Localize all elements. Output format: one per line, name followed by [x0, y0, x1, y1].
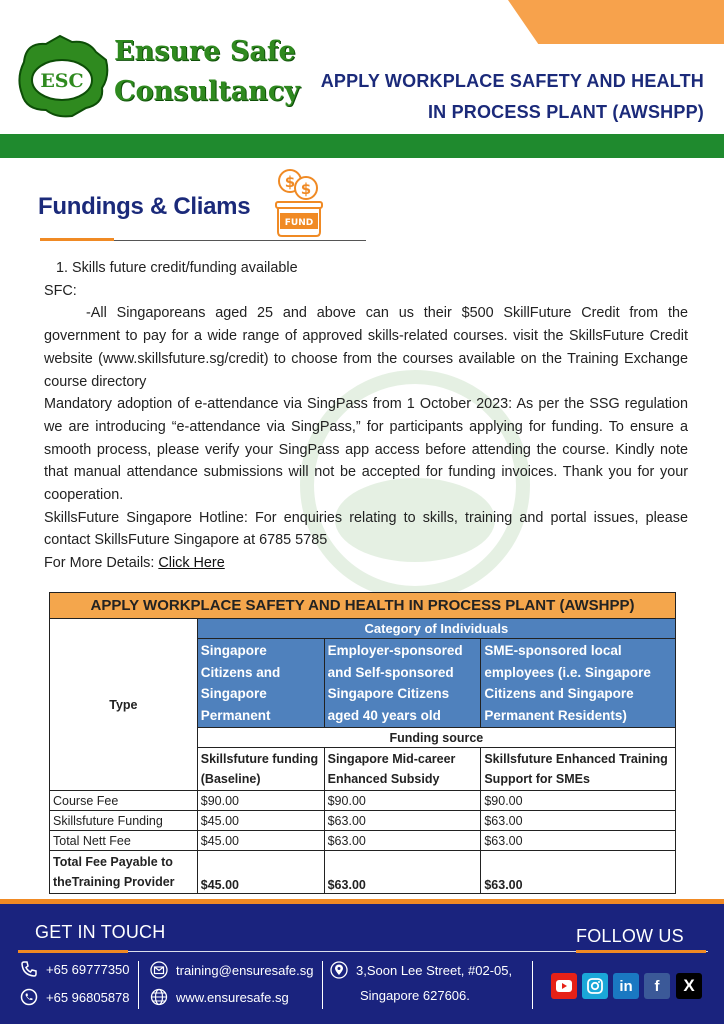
phone-2-text: +65 96805878 — [46, 989, 130, 1005]
footer-divider-accent-left — [18, 950, 128, 953]
esc-logo-icon — [16, 32, 112, 118]
row-value: $63.00 — [481, 811, 676, 831]
address-line2: Singapore 627606. — [360, 988, 470, 1003]
linkedin-icon[interactable]: in — [613, 973, 639, 999]
svg-text:$: $ — [284, 173, 296, 191]
phone-1[interactable] — [20, 960, 130, 978]
page-title-line1: APPLY WORKPLACE SAFETY AND HEALTH — [320, 71, 704, 91]
x-twitter-icon[interactable]: X — [676, 973, 702, 999]
brand-name-line2: Consultancy — [114, 76, 300, 107]
footer-separator — [532, 961, 533, 1009]
row-value: $63.00 — [481, 831, 676, 851]
section-title: Fundings & Cliams — [38, 193, 251, 220]
funding-source-cell: Skillsfuture Enhanced Training Support for SMEs — [481, 748, 676, 791]
table-title: APPLY WORKPLACE SAFETY AND HEALTH IN PROCESS PLANT (AWSHPP) — [50, 593, 676, 619]
row-value: $45.00 — [197, 831, 324, 851]
table-row-total-payable — [50, 851, 676, 894]
category-header: Category of Individuals — [197, 619, 675, 639]
logo-monogram: ESC — [40, 70, 84, 92]
email-contact[interactable] — [150, 961, 314, 979]
row-value: $90.00 — [481, 791, 676, 811]
address-contact[interactable] — [330, 961, 512, 979]
row-value: $90.00 — [197, 791, 324, 811]
header-green-band — [0, 134, 724, 158]
paragraph-skillsfuture-credit: -All Singaporeans aged 25 and above can us their $500 SkillFuture Credit from the government to pay for a wide range of approved skills-related courses. visit the SkillsFuture Credit website (www.skillsfuture.sg/credit) to choose from the courses available on the Training Exchange course directory — [44, 305, 688, 390]
funding-info — [44, 257, 688, 575]
phone-icon — [20, 960, 38, 978]
paragraph-hotline: SkillsFuture Singapore Hotline: For enquiries relating to skills, training and portal issues, please contact SkillsFuture Singapore at 6785 5785 — [44, 509, 688, 549]
brand-name-line1: Ensure Safe — [114, 36, 296, 67]
table-title-row — [50, 593, 676, 619]
click-here-link[interactable]: Click Here — [158, 555, 225, 572]
category-cell: SME-sponsored local employees (i.e. Singapore Citizens and Singapore Permanent Residents) — [481, 639, 676, 728]
facebook-icon[interactable]: f — [644, 973, 670, 999]
page-title-line2: IN PROCESS PLANT (AWSHPP) — [427, 102, 704, 122]
table-row — [50, 811, 676, 831]
row-label: Course Fee — [50, 791, 198, 811]
page-title — [321, 66, 704, 128]
fund-icon-label: FUND — [284, 218, 314, 228]
footer-separator — [322, 961, 323, 1009]
more-details — [44, 552, 688, 575]
footer — [0, 904, 724, 1024]
funding-source-header: Funding source — [197, 728, 675, 748]
section-divider-accent — [40, 238, 114, 241]
funding-source-cell: Skillsfuture funding (Baseline) — [197, 748, 324, 791]
footer-separator — [138, 961, 139, 1009]
email-icon — [150, 961, 168, 979]
email-text: training@ensuresafe.sg — [176, 962, 314, 978]
table-row — [50, 791, 676, 811]
row-label: Total Nett Fee — [50, 831, 198, 851]
sfc-label: SFC: — [44, 282, 77, 299]
fee-table — [49, 592, 676, 894]
more-details-label: For More Details: — [44, 555, 155, 572]
row-label: Skillsfuture Funding — [50, 811, 198, 831]
row-value: $45.00 — [197, 811, 324, 831]
follow-us-heading: FOLLOW US — [576, 926, 684, 946]
funding-source-cell: Singapore Mid-career Enhanced Subsidy — [324, 748, 481, 791]
category-cell: Singapore Citizens and Singapore Permanent — [197, 639, 324, 728]
row-value: $63.00 — [324, 851, 481, 894]
globe-icon — [150, 988, 168, 1006]
youtube-icon[interactable] — [551, 973, 577, 999]
phone-2[interactable] — [20, 988, 130, 1006]
svg-text:$: $ — [300, 180, 312, 198]
paragraph-e-attendance: Mandatory adoption of e-attendance via SingPass from 1 October 2023: As per the SSG regulation we are introducing “e-attendance via SingPass,” for participants applying for funding. To ensure a smooth process, please verify your SingPass app access before attending the course. Kindly note that manual attendance submissions will not be accepted for funding invoices. Thank you for your cooperation. — [44, 396, 688, 504]
address-line2-row — [360, 988, 470, 1003]
table-row — [50, 831, 676, 851]
get-in-touch-heading: GET IN TOUCH — [35, 922, 166, 942]
row-value: $90.00 — [324, 791, 481, 811]
address-line1: 3,Soon Lee Street, #02-05, — [356, 962, 513, 978]
phone-1-text: +65 69777350 — [46, 961, 130, 977]
row-value: $63.00 — [324, 831, 481, 851]
footer-divider-accent-right — [576, 950, 706, 953]
row-value: $63.00 — [324, 811, 481, 831]
website-contact[interactable] — [150, 988, 289, 1006]
row-value: $63.00 — [481, 851, 676, 894]
fund-jar-icon — [270, 166, 328, 238]
whatsapp-icon — [20, 988, 38, 1006]
category-cell: Employer-sponsored and Self-sponsored Singapore Citizens aged 40 years old — [324, 639, 481, 728]
website-text: www.ensuresafe.sg — [176, 989, 289, 1005]
list-item: 1. Skills future credit/funding available — [56, 260, 298, 276]
table-header-row — [50, 619, 676, 639]
row-value: $45.00 — [197, 851, 324, 894]
location-pin-icon — [330, 961, 348, 979]
row-label: Total Fee Payable to theTraining Provider — [50, 851, 198, 894]
brand-logo[interactable] — [16, 32, 306, 118]
type-header: Type — [50, 619, 198, 791]
header-orange-corner — [508, 0, 724, 44]
instagram-icon[interactable] — [582, 973, 608, 999]
